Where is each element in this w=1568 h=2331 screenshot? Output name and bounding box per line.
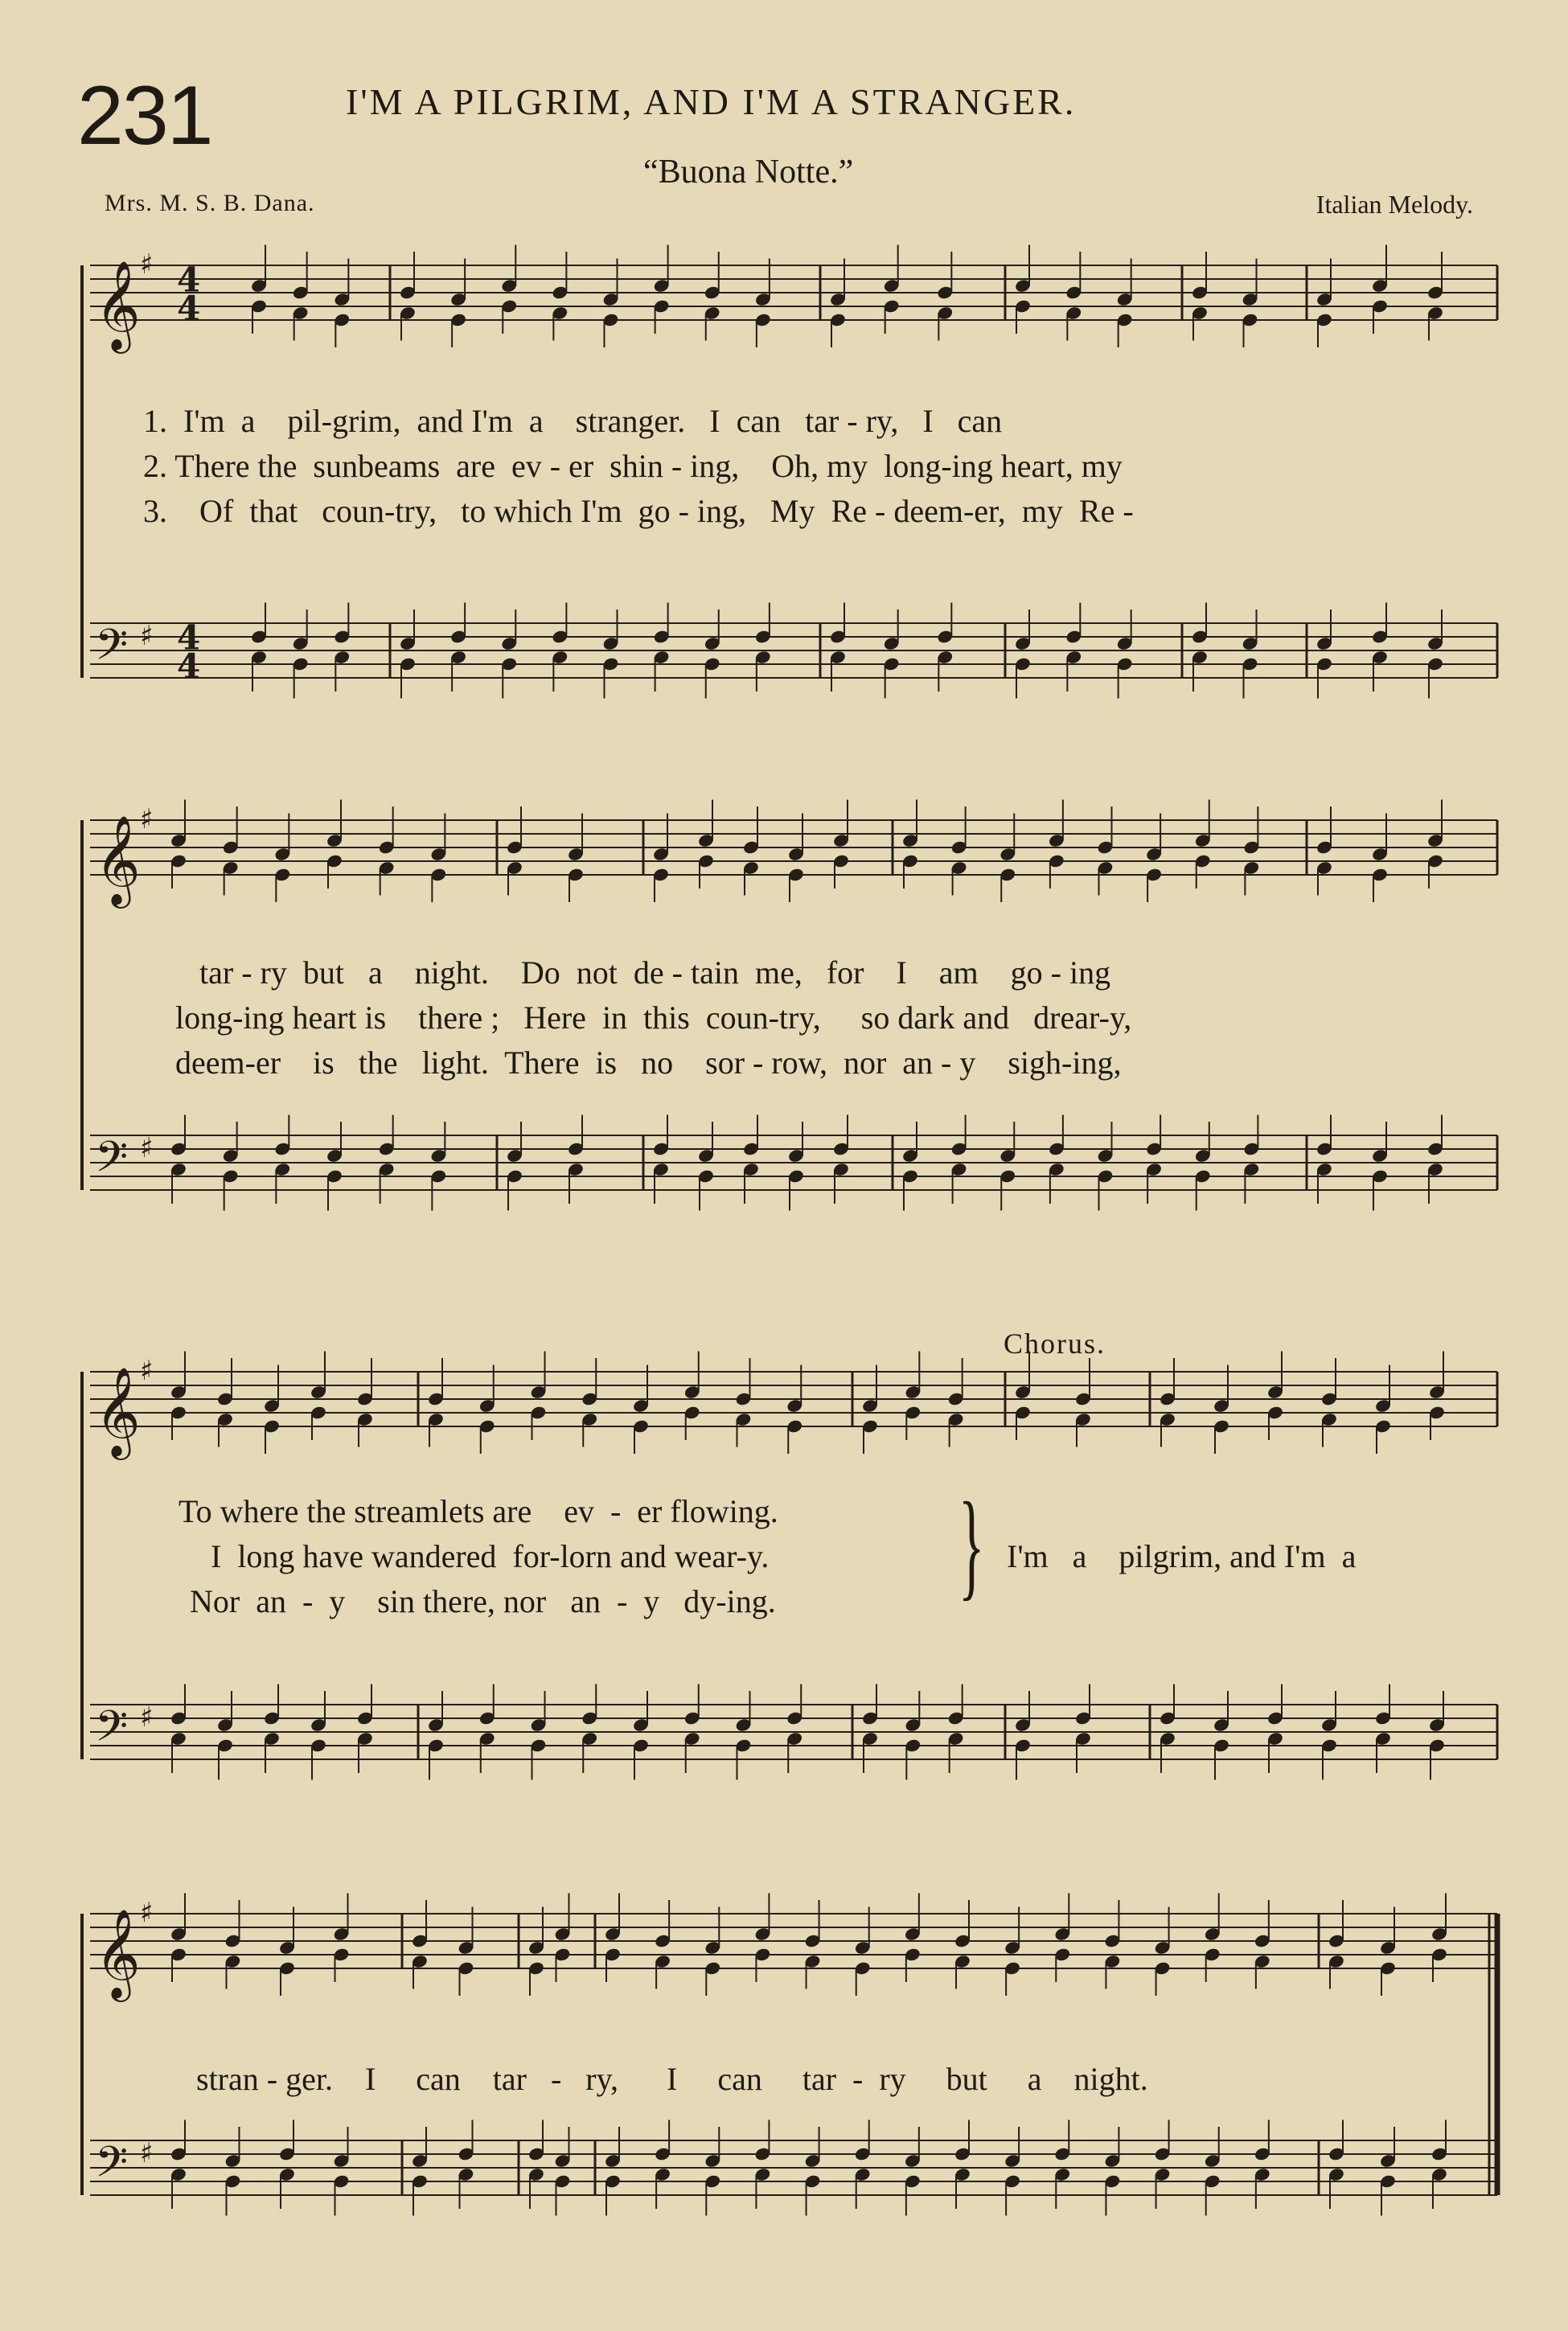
tune-name: “Buona Notte.” bbox=[643, 154, 854, 191]
treble-clef-icon: 𝄞 bbox=[95, 815, 141, 905]
chorus-label: Chorus. bbox=[1004, 1328, 1106, 1360]
system2-verse3: deem-er is the light. There is no sor - row, nor an - y sigh-ing, bbox=[175, 1044, 1122, 1081]
bass-clef-icon: 𝄢 bbox=[95, 2138, 129, 2198]
bass-clef-icon: 𝄢 bbox=[95, 1133, 129, 1192]
time-signature: 4 bbox=[177, 289, 201, 328]
sharp-icon: ♯ bbox=[140, 1355, 154, 1388]
sharp-icon: ♯ bbox=[140, 1701, 154, 1734]
system3-verse1: To where the streamlets are ev - er flowing. bbox=[179, 1493, 778, 1529]
time-signature: 4 bbox=[177, 260, 201, 300]
hymn-number: 231 bbox=[77, 69, 212, 162]
bass-clef-icon: 𝄢 bbox=[95, 621, 129, 680]
verse-brace: } bbox=[958, 1478, 985, 1611]
system3-verse3: Nor an - y sin there, nor an - y dy-ing. bbox=[190, 1583, 776, 1619]
hymn-title: I'M A PILGRIM, AND I'M A STRANGER. bbox=[346, 81, 1077, 122]
chorus-text: I'm a pilgrim, and I'm a bbox=[1007, 1538, 1357, 1574]
time-signature: 4 bbox=[177, 618, 201, 658]
treble-clef-icon: 𝄞 bbox=[95, 1908, 141, 1998]
composer-credit: Italian Melody. bbox=[1316, 190, 1473, 219]
sharp-icon: ♯ bbox=[140, 1897, 154, 1930]
sharp-icon: ♯ bbox=[140, 248, 154, 281]
sharp-icon: ♯ bbox=[140, 2137, 154, 2170]
sharp-icon: ♯ bbox=[140, 620, 154, 653]
sharp-icon: ♯ bbox=[140, 1132, 154, 1165]
treble-clef-icon: 𝄞 bbox=[95, 260, 141, 350]
sharp-icon: ♯ bbox=[140, 803, 154, 836]
author-credit: Mrs. M. S. B. Dana. bbox=[105, 190, 315, 216]
bass-clef-icon: 𝄢 bbox=[95, 1702, 129, 1762]
system1-verse3: 3. Of that coun-try, to which I'm go - ing, My Re - deem-er, my Re - bbox=[143, 493, 1134, 529]
time-signature: 4 bbox=[177, 646, 201, 686]
system2-verse1: tar - ry but a night. Do not de - tain me, for I am go - ing bbox=[199, 954, 1111, 991]
system3-verse2: I long have wandered for-lorn and wear-y. bbox=[211, 1538, 770, 1574]
system1-verse2: 2. There the sunbeams are ev - er shin - ing, Oh, my long-ing heart, my bbox=[143, 448, 1123, 484]
treble-clef-icon: 𝄞 bbox=[95, 1366, 141, 1456]
system4-verse1: stran - ger. I can tar - ry, I can tar - ry but a night. bbox=[196, 2061, 1148, 2097]
system2-verse2: long-ing heart is there ; Here in this coun-try, so dark and drear-y, bbox=[175, 999, 1132, 1036]
system1-verse1: 1. I'm a pil-grim, and I'm a stranger. I can tar - ry, I can bbox=[143, 403, 1003, 439]
